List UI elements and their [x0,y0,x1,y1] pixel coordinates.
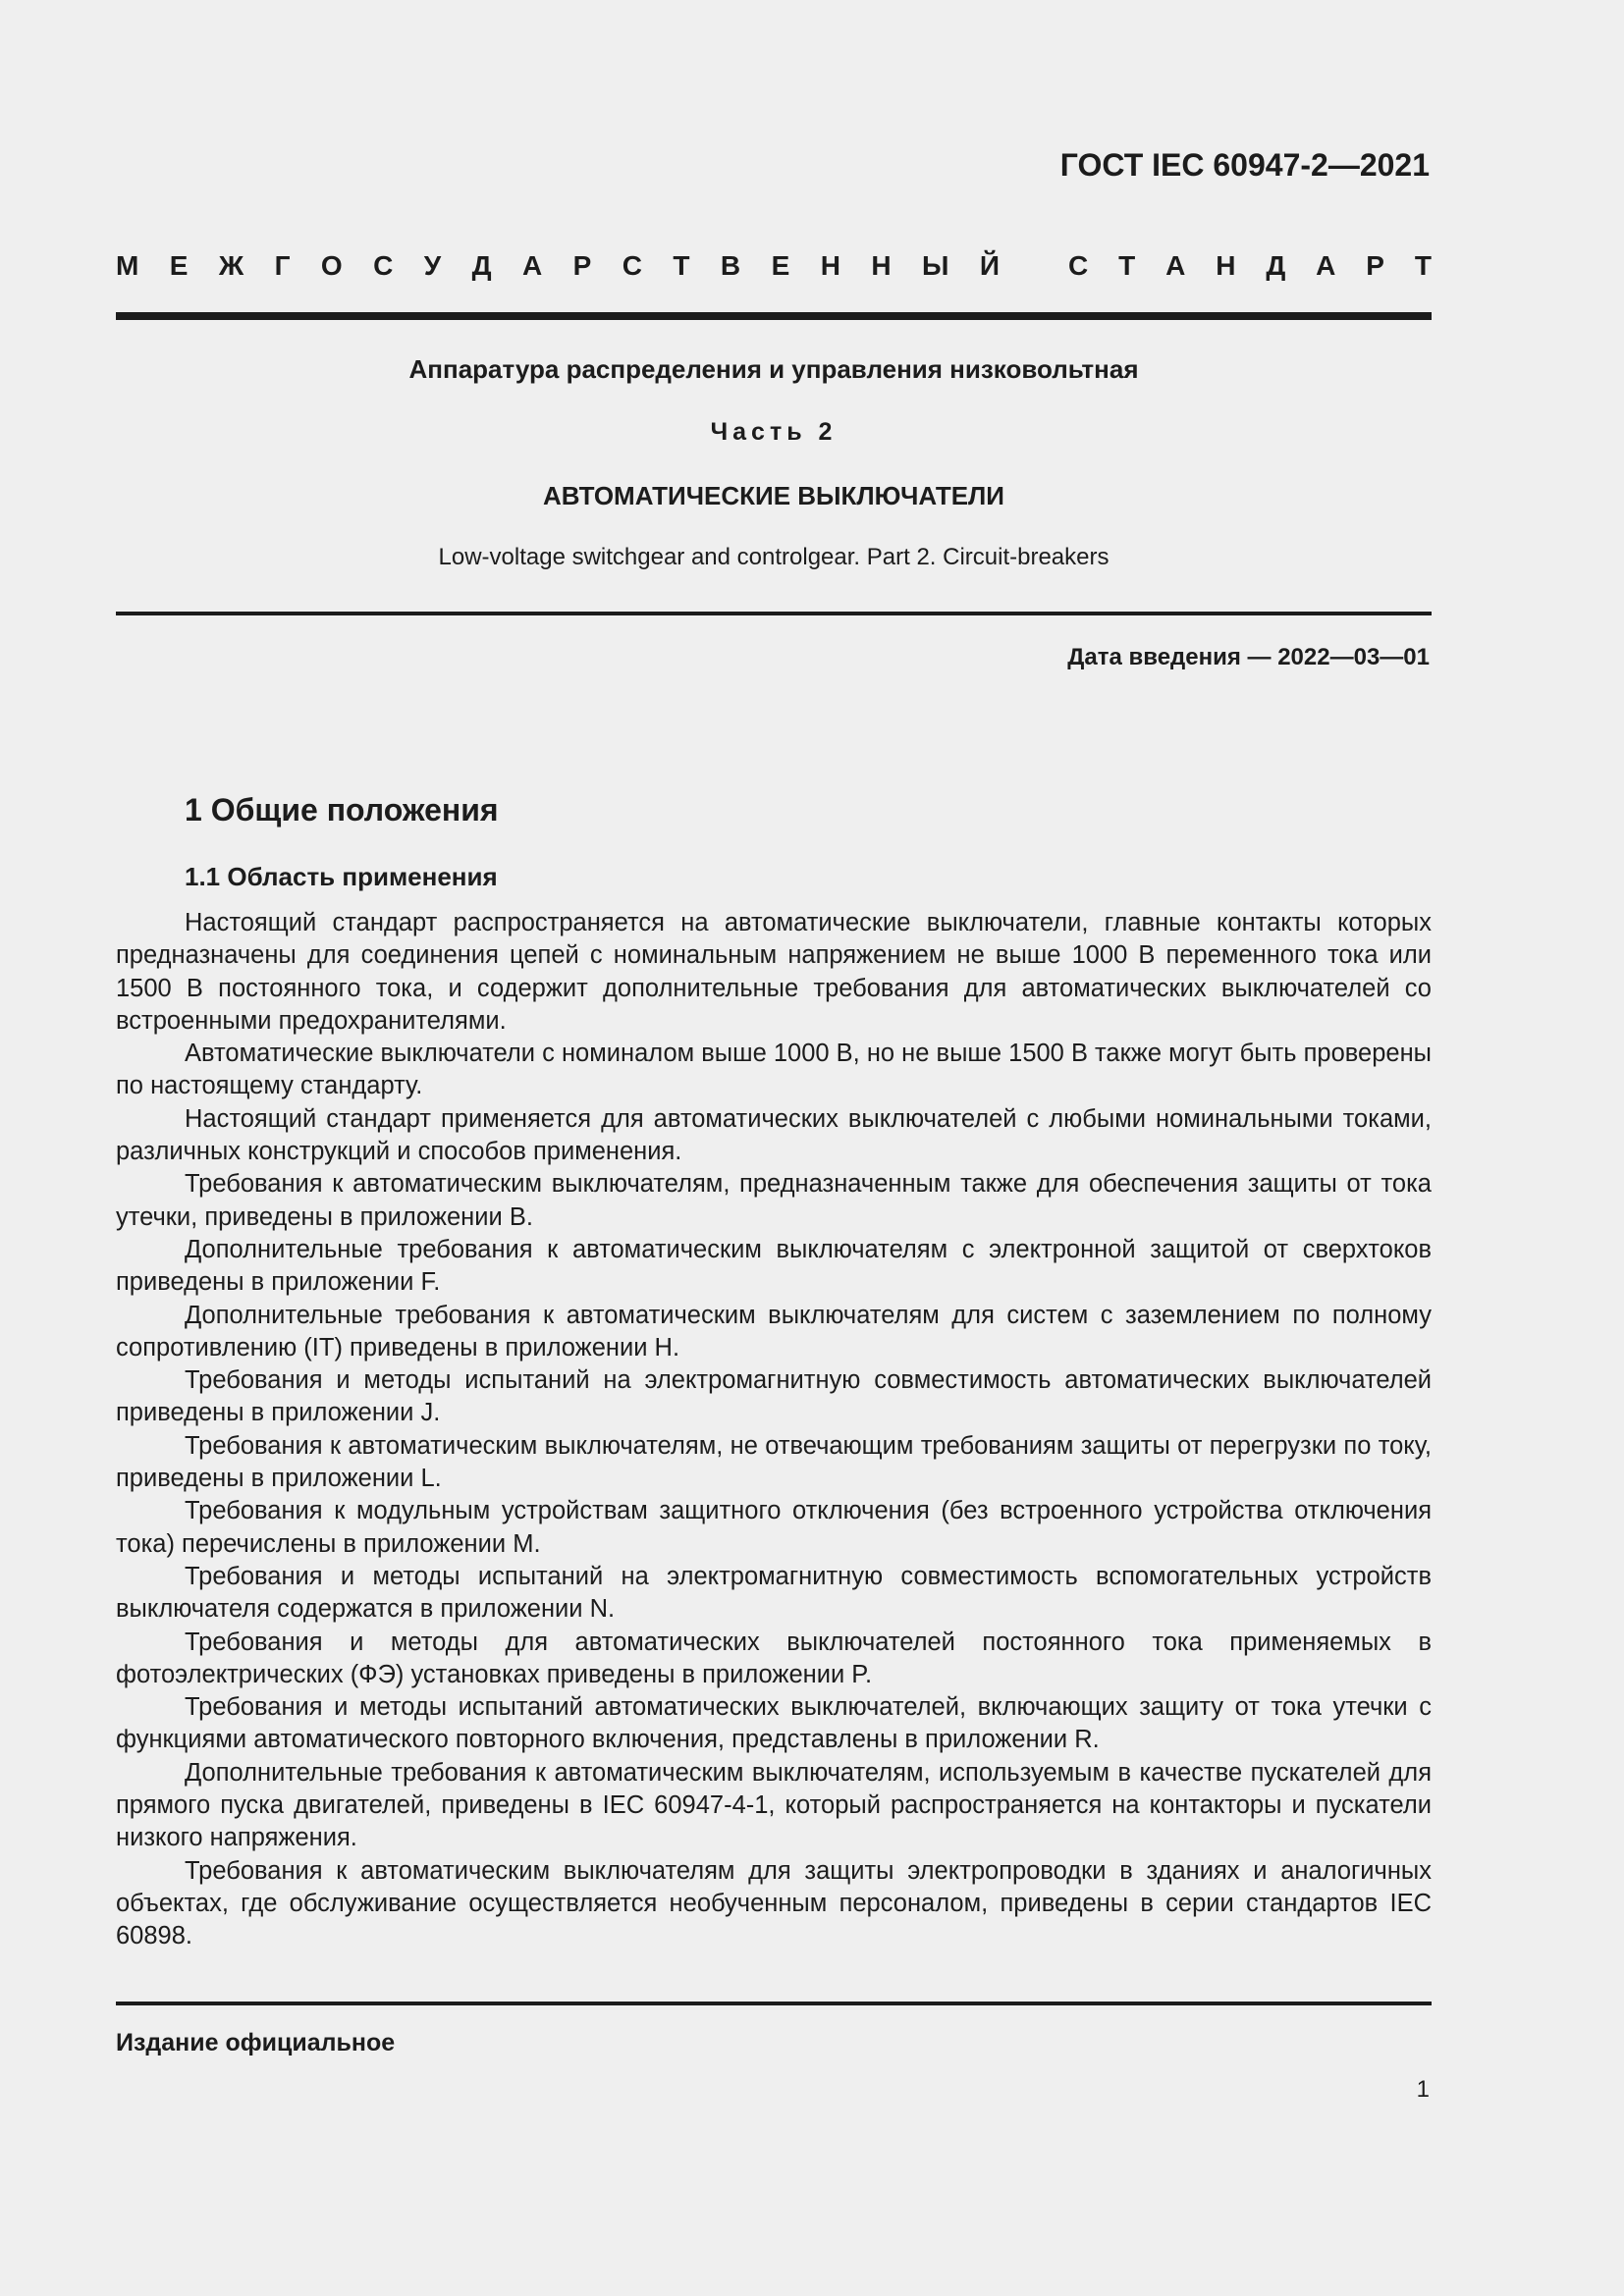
standard-type-word-2 [1068,250,1432,282]
letter: О [320,250,343,281]
introduction-date: Дата введения — 2022—03—01 [1067,644,1430,670]
paragraph: Требования и методы испытаний автоматических выключателей, включающих защиту от тока утечки с функциями автоматического повторного включения, представлены в приложении R. [116,1693,1432,1754]
letter: В [720,250,741,281]
letter: Е [169,250,189,281]
letter: У [423,250,442,281]
letter: Н [820,250,840,281]
letter: С [1068,250,1089,281]
letter: Р [1366,250,1384,281]
paragraph: Настоящий стандарт распространяется на автоматические выключатели, главные контакты которых предназначены для соединения цепей с номинальным напряжением не выше 1000 В переменного тока или 1500 В постоянного тока, и содержит дополнительные требования для автоматических выключателей со встроенными предохранителями. [116,909,1432,1035]
paragraph: Требования и методы испытаний на электромагнитную совместимость вспомогательных устройств выключателя содержатся в приложении N. [116,1562,1432,1624]
paragraph: Настоящий стандарт применяется для автоматических выключателей с любыми номинальными токами, различных конструкций и способов применения. [116,1104,1432,1166]
letter: Т [1414,250,1432,281]
subsection-heading: 1.1 Область применения [185,862,498,891]
letter: Е [771,250,790,281]
paragraph: Автоматические выключатели с номиналом выше 1000 В, но не выше 1500 В также могут быть проверены по настоящему стандарту. [116,1040,1432,1100]
letter: Ж [218,250,244,281]
letter: С [373,250,394,281]
standard-type-word-1 [116,250,1000,282]
letter: Ы [922,250,949,281]
section-heading: 1 Общие положения [185,792,499,828]
paragraph: Требования и методы испытаний на электромагнитную совместимость автоматических выключателей приведены в приложении J. [116,1366,1432,1427]
letter: Н [1216,250,1236,281]
paragraph: Требования к автоматическим выключателям, предназначенным также для обеспечения защиты от тока утечки, приведены в приложении B. [116,1170,1432,1231]
title-rule [116,612,1432,615]
letter: А [1165,250,1186,281]
letter: Г [274,250,291,281]
header-rule [116,312,1432,320]
paragraph: Дополнительные требования к автоматическим выключателям для систем с заземлением по полному сопротивлению (IT) приведены в приложении H. [116,1301,1432,1362]
letter: Т [673,250,690,281]
paragraph: Требования к автоматическим выключателям для защиты электропроводки в зданиях и аналогичных объектах, где обслуживание осуществляется необученным персоналом, приведены в серии стандартов IEC 60898. [116,1856,1432,1950]
main-title: АВТОМАТИЧЕСКИЕ ВЫКЛЮЧАТЕЛИ [543,481,1004,510]
part-label: Часть 2 [710,418,838,446]
paragraph: Дополнительные требования к автоматическим выключателям, используемым в качестве пускателей для прямого пуска двигателей, приведены в IEC 60947-4-1, который распространяется на контакторы и пускатели низкого напряжения. [116,1758,1432,1852]
letter: С [622,250,642,281]
letter: М [116,250,139,281]
paragraph: Требования к модульным устройствам защитного отключения (без встроенного устройства отключения тока) перечислены в приложении M. [116,1497,1432,1558]
standard-type [116,250,1432,282]
letter: Т [1118,250,1136,281]
paragraph: Требования к автоматическим выключателям, не отвечающим требованиям защиты от перегрузки по току, приведены в приложении L. [116,1431,1432,1493]
letter: Д [1266,250,1286,281]
paragraph: Требования и методы для автоматических выключателей постоянного тока применяемых в фотоэлектрических (ФЭ) установках приведены в приложении P. [116,1628,1432,1688]
page-number: 1 [1416,2076,1430,2103]
letter: Н [871,250,892,281]
body-text [116,907,1432,1953]
letter: Й [979,250,1000,281]
footer-rule [116,2002,1432,2005]
letter: А [521,250,543,281]
document-code: ГОСТ IEC 60947-2—2021 [1059,147,1430,183]
letter: Д [471,250,492,281]
letter: Р [572,250,592,281]
paragraph: Дополнительные требования к автоматическим выключателям с электронной защитой от сверхтоков приведены в приложении F. [116,1235,1432,1297]
title-russian: Аппаратура распределения и управления низковольтная [408,354,1139,384]
title-english: Low-voltage switchgear and controlgear. Part 2. Circuit-breakers [438,544,1110,570]
letter: А [1316,250,1336,281]
edition-label: Издание официальное [116,2029,396,2056]
